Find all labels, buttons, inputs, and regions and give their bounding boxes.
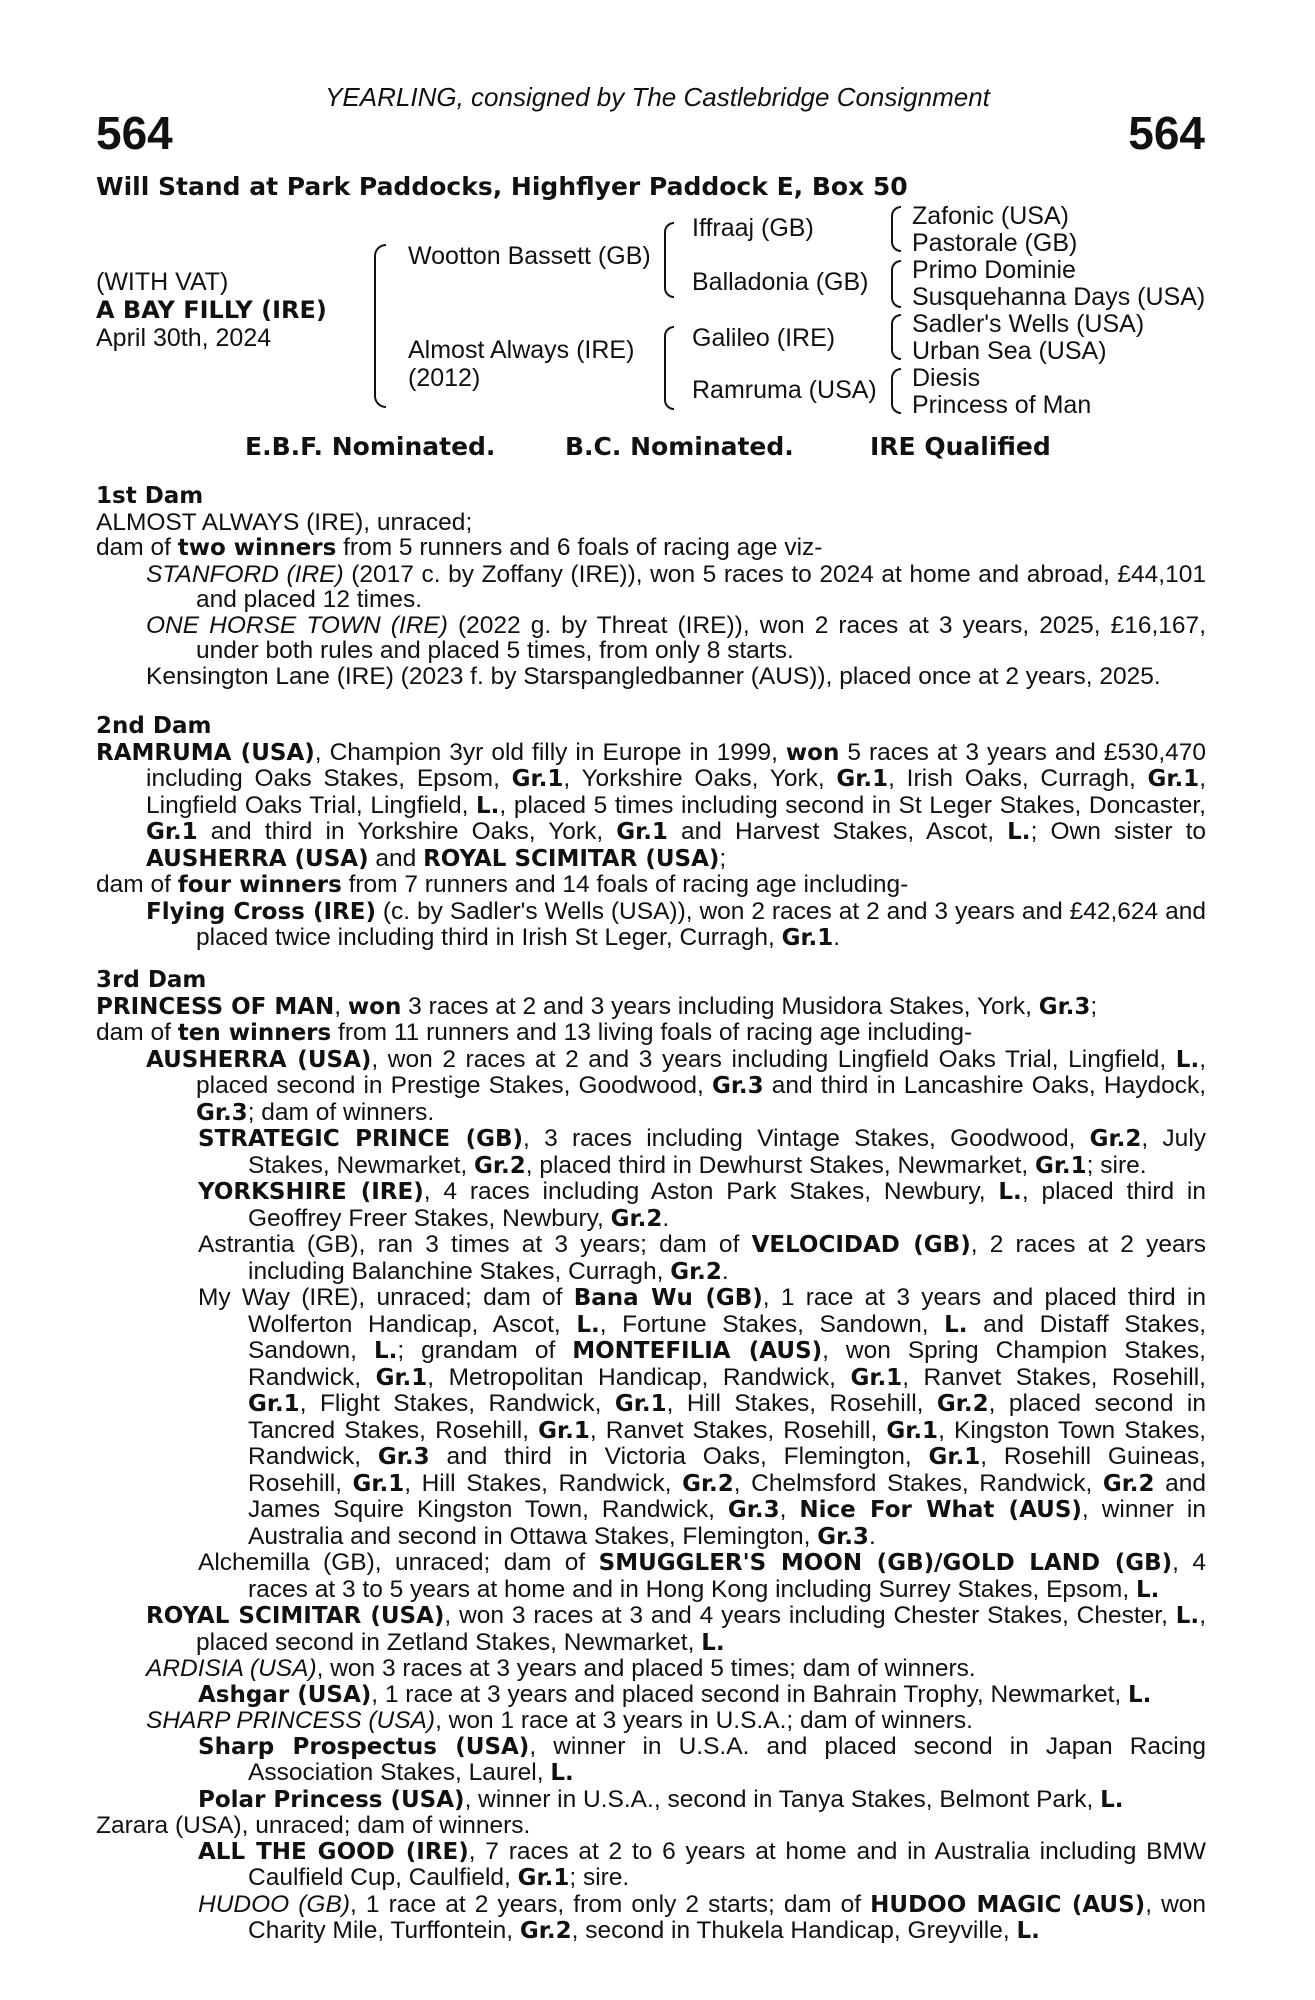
progeny-alchemilla: Alchemilla (GB), unraced; dam of SMUGGLER'S MOON (GB)/GOLD LAND (GB), 4 races at 3 to 5 years at home and in Hong Kong including Surrey Stakes, Epsom, L.: [198, 1549, 1206, 1603]
ire-qualification: IRE Qualified: [870, 432, 1051, 461]
progeny-my-way: My Way (IRE), unraced; dam of Bana Wu (GB), 1 race at 3 years and placed third in Wolferton Handicap, Ascot, L., Fortune Stakes, Sandown, L. and Distaff Stakes, Sandown, L.; grandam of MONTEFILIA (AUS), won Spring Champion Stakes, Randwick, Gr.1, Metropolitan Handicap, Randwick, Gr.1, Ranvet Stakes, Rosehill, Gr.1, Flight Stakes, Randwick, Gr.1, Hill Stakes, Rosehill, Gr.2, placed second in Tancred Stakes, Rosehill, Gr.1, Ranvet Stakes, Rosehill, Gr.1, Kingston Town Stakes, Randwick, Gr.3 and third in Victoria Oaks, Flemington, Gr.1, Rosehill Guineas, Rosehill, Gr.1, Hill Stakes, Randwick, Gr.2, Chelmsford Stakes, Randwick, Gr.2 and James Squire Kingston Town, Randwick, Gr.3, Nice For What (AUS), winner in Australia and second in Ottawa Stakes, Flemington, Gr.3.: [198, 1284, 1207, 1550]
progeny-sharp-prospectus: Sharp Prospectus (USA), winner in U.S.A. and placed second in Japan Racing Association Stakes, Laurel, L.: [198, 1732, 1206, 1786]
third-dam-produce: dam of ten winners from 11 runners and 13 living foals of racing age including-: [96, 1019, 973, 1046]
second-dam-record: RAMRUMA (USA), Champion 3yr old filly in Europe in 1999, won 5 races at 3 years and £530,470 including Oaks Stakes, Epsom, Gr.1, Yorkshire Oaks, York, Gr.1, Irish Oaks, Curragh, Gr.1, Lingfield Oaks Trial, Lingfield, L., placed 5 times including second in St Leger Stakes, Doncaster, Gr.1 and third in Yorkshire Oaks, York, Gr.1 and Harvest Stakes, Ascot, L.; Own sister to AUSHERRA (USA) and ROYAL SCIMITAR (USA);: [96, 738, 1207, 872]
progeny-astrantia: Astrantia (GB), ran 3 times at 3 years; dam of VELOCIDAD (GB), 2 races at 2 years including Balanchine Stakes, Curragh, Gr.2.: [198, 1231, 1206, 1285]
pedigree-sd-sire: Primo Dominie: [912, 256, 1076, 284]
consignment-line: YEARLING, consigned by The Castlebridge Consignment: [325, 82, 990, 112]
progeny-sharp-princess: SHARP PRINCESS (USA), won 1 race at 3 years in U.S.A.; dam of winners.: [146, 1707, 973, 1734]
pedigree-ss-sire: Zafonic (USA): [912, 202, 1069, 230]
progeny-all-the-good: ALL THE GOOD (IRE), 7 races at 2 to 6 years at home and in Australia including BMW Caulfield Cup, Caulfield, Gr.1; sire.: [198, 1837, 1206, 1891]
progeny-kensington-lane: Kensington Lane (IRE) (2023 f. by Starspangledbanner (AUS)), placed once at 2 years, 2025.: [146, 662, 1161, 690]
second-dam-heading: 2nd Dam: [96, 713, 212, 739]
second-dam-section: [96, 714, 1206, 952]
third-dam-record: PRINCESS OF MAN, won 3 races at 2 and 3 years including Musidora Stakes, York, Gr.3;: [96, 992, 1098, 1020]
lot-number-left: 564: [96, 107, 173, 159]
progeny-zarara: Zarara (USA), unraced; dam of winners.: [96, 1812, 531, 1839]
progeny-flying-cross: Flying Cross (IRE) (c. by Sadler's Wells (USA)), won 2 races at 2 and 3 years and £42,624 and placed twice including third in Irish St Leger, Curragh, Gr.1.: [146, 897, 1206, 951]
pedigree-brace-ds: [891, 314, 901, 360]
pedigree-brace-ss: [891, 206, 901, 252]
progeny-hudoo: HUDOO (GB), 1 race at 2 years, from only 2 starts; dam of HUDOO MAGIC (AUS), won Charity Mile, Turffontein, Gr.2, second in Thukela Handicap, Greyville, L.: [198, 1890, 1207, 1944]
progeny-ardisia: ARDISIA (USA), won 3 races at 3 years and placed 5 times; dam of winners.: [146, 1655, 976, 1682]
progeny-ashgar: Ashgar (USA), 1 race at 3 years and placed second in Bahrain Trophy, Newmarket, L.: [198, 1680, 1152, 1708]
lot-number-right: 564: [1128, 107, 1205, 159]
pedigree-brace-dam: [664, 326, 674, 410]
first-dam-record: dam of two winners from 5 runners and 6 foals of racing age viz-: [96, 534, 823, 561]
bc-nomination: B.C. Nominated.: [565, 432, 794, 461]
pedigree-dam: Almost Always (IRE): [408, 336, 635, 364]
pedigree-sire-dam: Balladonia (GB): [692, 268, 869, 296]
progeny-stanford: STANFORD (IRE) (2017 c. by Zoffany (IRE)), won 5 races to 2024 at home and abroad, £44,101 and placed 12 times.: [146, 560, 1206, 613]
progeny-ausherra: AUSHERRA (USA), won 2 races at 2 and 3 years including Lingfield Oaks Trial, Lingfield, L., placed second in Prestige Stakes, Goodwood, Gr.3 and third in Lancashire Oaks, Haydock, Gr.3; dam of winners.: [146, 1045, 1207, 1126]
horse-name: A BAY FILLY (IRE): [96, 296, 327, 324]
ebf-nomination: E.B.F. Nominated.: [245, 432, 496, 461]
foaling-date: April 30th, 2024: [96, 324, 272, 352]
pedigree-ds-sire: Sadler's Wells (USA): [912, 310, 1145, 338]
pedigree-dam-year: (2012): [408, 364, 481, 392]
pedigree-sire-sire: Iffraaj (GB): [692, 214, 814, 242]
vat-note: (WITH VAT): [96, 268, 229, 296]
pedigree-ss-dam: Pastorale (GB): [912, 229, 1078, 257]
pedigree-dd-dam: Princess of Man: [912, 391, 1092, 419]
progeny-strategic-prince: STRATEGIC PRINCE (GB), 3 races including Vintage Stakes, Goodwood, Gr.2, July Stakes, Newmarket, Gr.2, placed third in Dewhurst Stakes, Newmarket, Gr.1; sire.: [198, 1125, 1207, 1179]
pedigree-sd-dam: Susquehanna Days (USA): [912, 283, 1206, 311]
third-dam-section: [96, 968, 1206, 1945]
pedigree-brace-sire: [664, 222, 674, 298]
pedigree-dam-dam: Ramruma (USA): [692, 376, 877, 404]
progeny-polar-princess: Polar Princess (USA), winner in U.S.A., second in Tanya Stakes, Belmont Park, L.: [198, 1785, 1124, 1813]
progeny-yorkshire: YORKSHIRE (IRE), 4 races including Aston Park Stakes, Newbury, L., placed third in Geoffrey Freer Stakes, Newbury, Gr.2.: [198, 1178, 1207, 1232]
progeny-one-horse-town: ONE HORSE TOWN (IRE) (2022 g. by Threat (IRE)), won 2 races at 3 years, 2025, £16,167, under both rules and placed 5 times, from only 8 starts.: [146, 611, 1206, 664]
pedigree-sire: Wootton Bassett (GB): [408, 242, 651, 270]
third-dam-heading: 3rd Dam: [96, 967, 207, 993]
pedigree-brace-sd: [891, 260, 901, 308]
first-dam-line: ALMOST ALWAYS (IRE), unraced;: [96, 508, 473, 536]
pedigree-brace-dd: [891, 368, 901, 414]
first-dam-heading: 1st Dam: [96, 483, 204, 509]
progeny-royal-scimitar: ROYAL SCIMITAR (USA), won 3 races at 3 and 4 years including Chester Stakes, Chester, L., placed second in Zetland Stakes, Newmarket, L.: [146, 1602, 1206, 1656]
pedigree-brace-main: [374, 244, 386, 408]
first-dam-section: [96, 484, 1206, 689]
second-dam-produce: dam of four winners from 7 runners and 14 foals of racing age including-: [96, 871, 909, 898]
stand-location: Will Stand at Park Paddocks, Highflyer Paddock E, Box 50: [96, 172, 908, 201]
pedigree-ds-dam: Urban Sea (USA): [912, 337, 1107, 365]
pedigree-dam-sire: Galileo (IRE): [692, 324, 836, 352]
pedigree-dd-sire: Diesis: [912, 364, 981, 392]
